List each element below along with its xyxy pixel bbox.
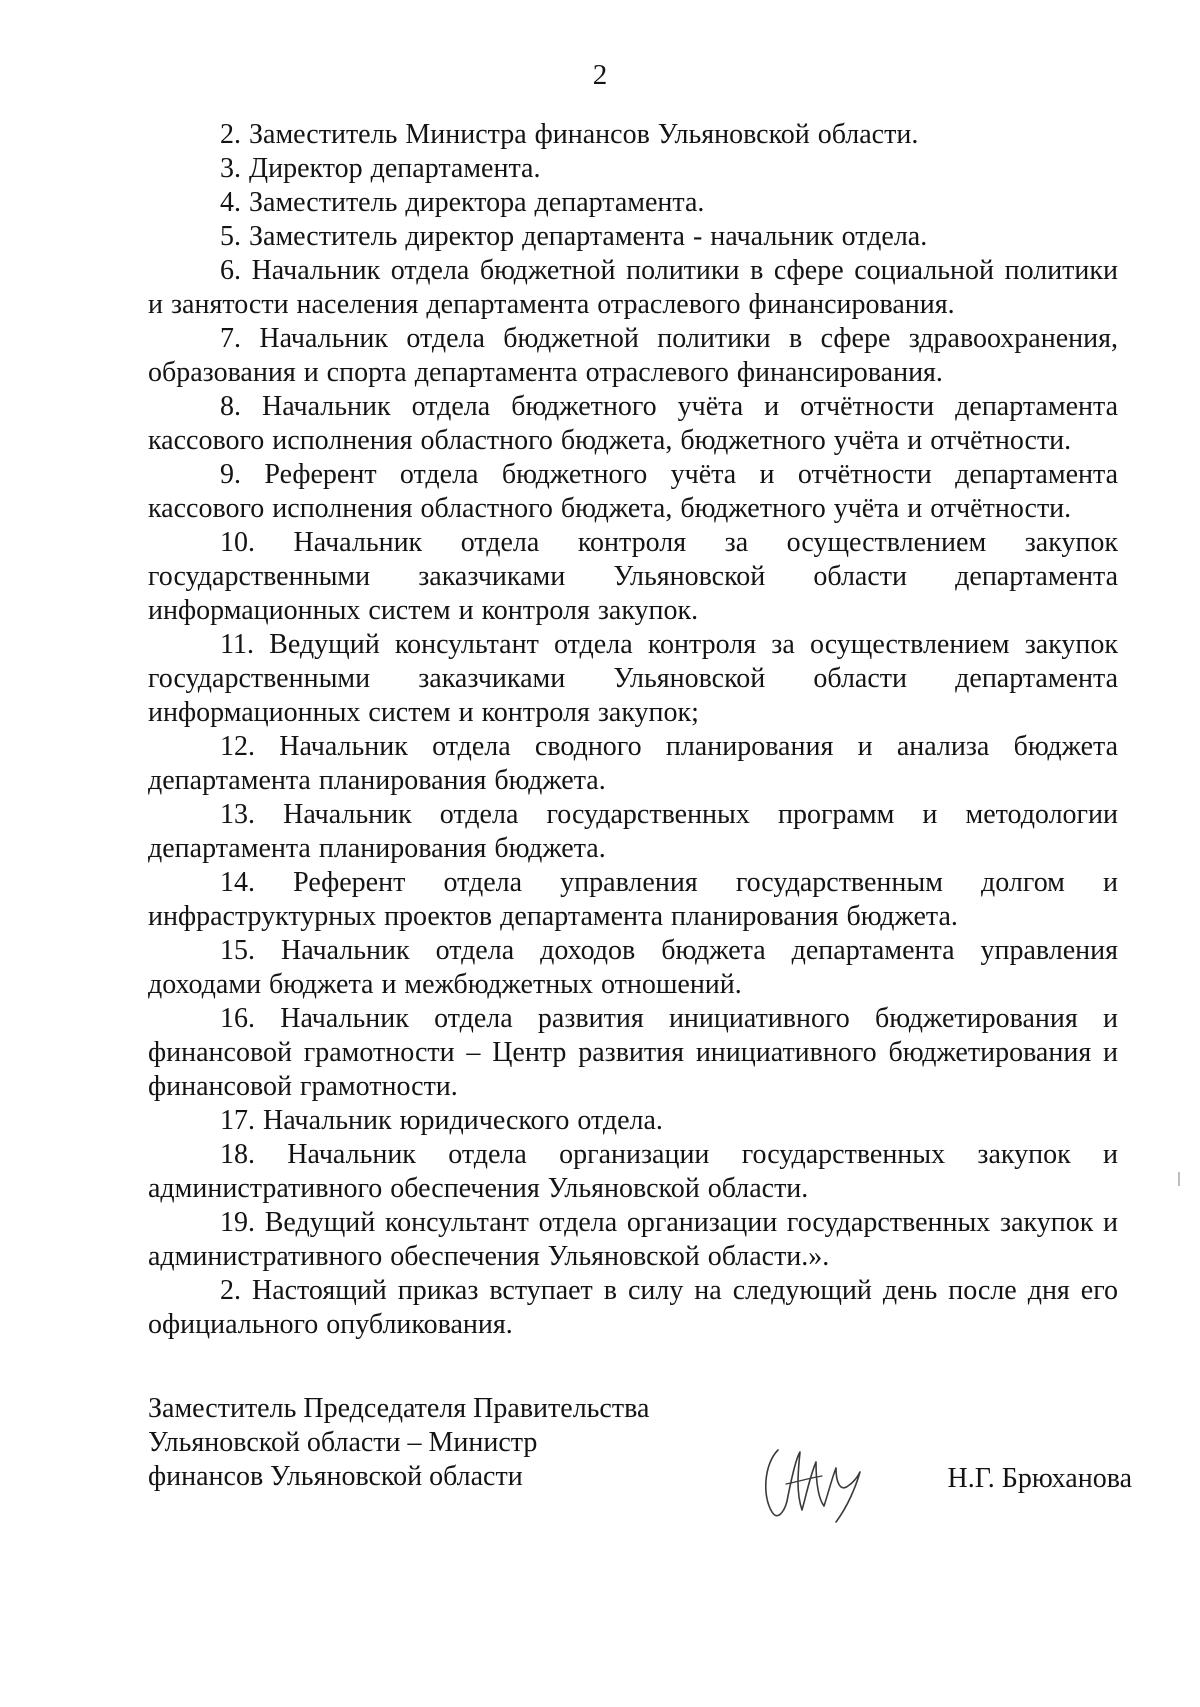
signer-title [148,1392,708,1494]
list-item: 12. Начальник отдела сводного планирования и анализа бюджета департамента планирования бюджета. [148,731,1118,796]
signer-title-line: Ульяновской области – Министр [148,1427,538,1458]
signer-name: Н.Г. Брюханова [947,1463,1132,1494]
signature-block [148,1392,1132,1532]
list-item: 3. Директор департамента. [220,153,541,184]
signer-title-line: Заместитель Председателя Правительства [148,1393,650,1424]
list-item: 2. Заместитель Министра финансов Ульяновской области. [220,119,919,150]
list-item: 7. Начальник отдела бюджетной политики в сфере здравоохранения, образования и спорта департамента отраслевого финансирования. [148,323,1118,388]
list-item: 15. Начальник отдела доходов бюджета департамента управления доходами бюджета и межбюджетных отношений. [148,935,1118,1000]
list-item: 8. Начальник отдела бюджетного учёта и отчётности департамента кассового исполнения областного бюджета, бюджетного учёта и отчётности. [148,391,1118,456]
list-item: 17. Начальник юридического отдела. [220,1105,663,1136]
list-item: 9. Референт отдела бюджетного учёта и отчётности департамента кассового исполнения областного бюджета, бюджетного учёта и отчётности. [148,459,1118,524]
list-item: 11. Ведущий консультант отдела контроля за осуществлением закупок государственными заказчиками Ульяновской области департамента информационных систем и контроля закупок; [148,629,1118,728]
closing-clause: 2. Настоящий приказ вступает в силу на следующий день после дня его официального опубликования. [148,1275,1118,1340]
list-item: 14. Референт отдела управления государственным долгом и инфраструктурных проектов департамента планирования бюджета. [148,867,1118,932]
list-item: 10. Начальник отдела контроля за осуществлением закупок государственными заказчиками Ульяновской области департамента информационных систем и контроля закупок. [148,527,1118,626]
margin-mark [1178,1172,1180,1186]
list-item: 19. Ведущий консультант отдела организации государственных закупок и административного обеспечения Ульяновской области.». [148,1207,1118,1272]
document-body [148,118,1118,1342]
list-item: 18. Начальник отдела организации государственных закупок и административного обеспечения Ульяновской области. [148,1139,1118,1204]
list-item: 6. Начальник отдела бюджетной политики в сфере социальной политики и занятости населения департамента отраслевого финансирования. [148,255,1118,320]
signer-title-line: финансов Ульяновской области [148,1461,523,1492]
handwritten-signature [756,1426,866,1526]
list-item: 13. Начальник отдела государственных программ и методологии департамента планирования бюджета. [148,799,1118,864]
list-item: 16. Начальник отдела развития инициативного бюджетирования и финансовой грамотности – Центр развития инициативного бюджетирования и финансовой грамотности. [148,1003,1118,1102]
list-item: 5. Заместитель директор департамента - начальник отдела. [220,221,928,252]
page-number: 2 [592,59,608,91]
list-item: 4. Заместитель директора департамента. [220,187,705,218]
